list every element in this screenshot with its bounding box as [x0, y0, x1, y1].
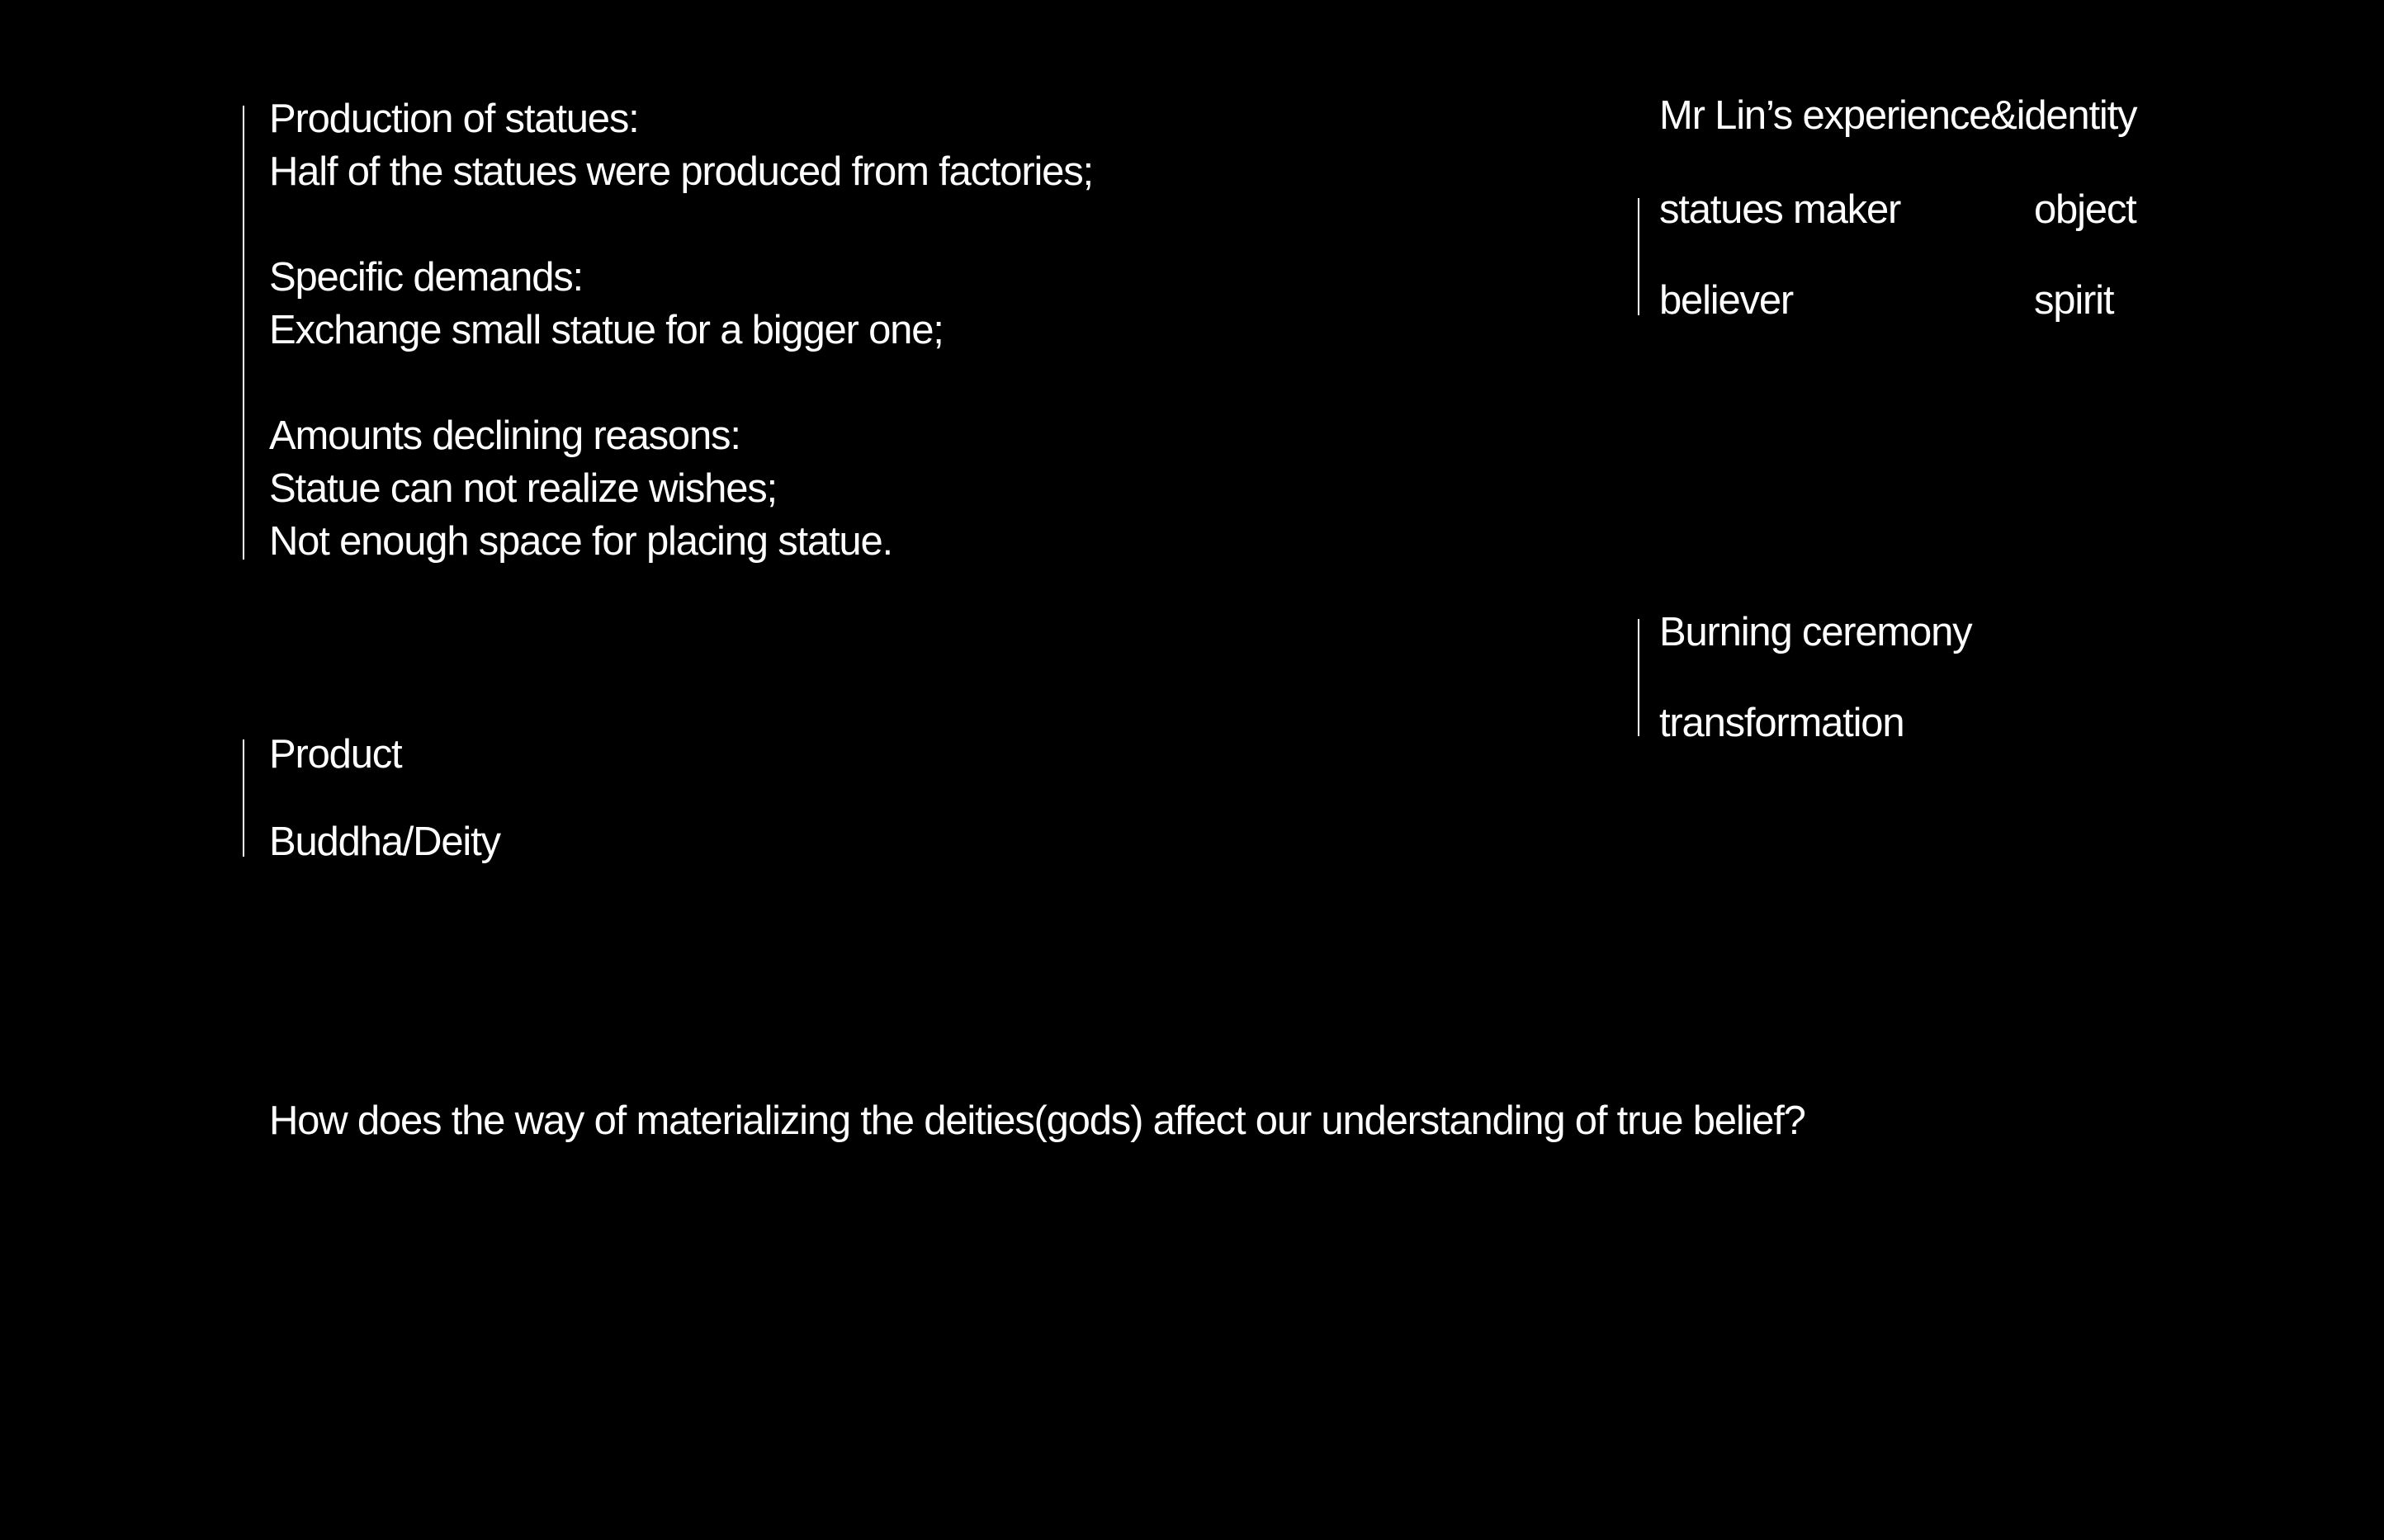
ceremony-value: transformation: [1659, 701, 1904, 745]
identity-role-believer: believer: [1659, 278, 1793, 323]
demands-detail: Exchange small statue for a bigger one;: [269, 308, 944, 352]
identity-heading: Mr Lin’s experience&identity: [1659, 93, 2137, 138]
identity-block-divider: [1638, 198, 1639, 315]
product-block-divider: [243, 739, 244, 857]
ceremony-block-divider: [1638, 619, 1639, 736]
demands-heading: Specific demands:: [269, 255, 583, 300]
product-value: Buddha/Deity: [269, 820, 500, 864]
production-block-divider: [243, 106, 244, 560]
identity-aspect-spirit: spirit: [2034, 278, 2114, 323]
identity-aspect-object: object: [2034, 187, 2136, 232]
production-detail: Half of the statues were produced from factories;: [269, 149, 1093, 194]
research-question: How does the way of materializing the deities(gods) affect our understanding of true belief?: [269, 1098, 1805, 1143]
declining-heading: Amounts declining reasons:: [269, 413, 740, 458]
identity-role-maker: statues maker: [1659, 187, 1901, 232]
declining-reason-2: Not enough space for placing statue.: [269, 519, 892, 564]
declining-reason-1: Statue can not realize wishes;: [269, 466, 777, 511]
product-heading: Product: [269, 732, 402, 777]
production-heading: Production of statues:: [269, 97, 639, 141]
ceremony-heading: Burning ceremony: [1659, 610, 1972, 654]
